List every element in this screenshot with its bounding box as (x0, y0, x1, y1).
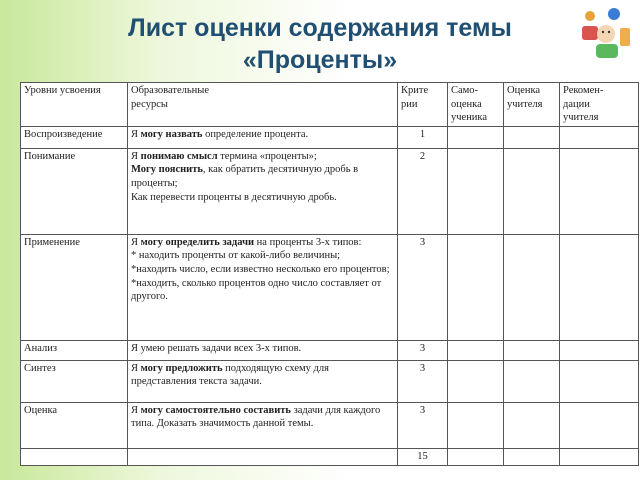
self-assessment-cell[interactable] (448, 234, 504, 340)
self-assessment-cell[interactable] (448, 340, 504, 360)
criteria-cell: 3 (398, 234, 448, 340)
level-cell: Воспроизведение (21, 126, 128, 148)
table-row (21, 234, 639, 340)
header-recommendations: Рекомен- дации учителя (560, 83, 639, 127)
title-line-2: «Проценты» (242, 46, 398, 74)
resource-cell: Я умею решать задачи всех 3-х типов. (128, 340, 398, 360)
level-cell: Анализ (21, 340, 128, 360)
recommendation-cell[interactable] (560, 402, 639, 448)
recommendation-cell[interactable] (560, 126, 639, 148)
total-row-empty-cell (448, 448, 504, 465)
total-row-empty-cell (504, 448, 560, 465)
header-resources: Образовательные ресурсы (128, 83, 398, 127)
recommendation-cell[interactable] (560, 234, 639, 340)
criteria-cell: 2 (398, 148, 448, 234)
level-cell: Оценка (21, 402, 128, 448)
table-row (21, 126, 639, 148)
children-clipart-icon (574, 4, 634, 62)
header-criteria: Крите рии (398, 83, 448, 127)
total-row-empty-cell (128, 448, 398, 465)
teacher-grade-cell[interactable] (504, 360, 560, 402)
criteria-cell: 1 (398, 126, 448, 148)
teacher-grade-cell[interactable] (504, 340, 560, 360)
self-assessment-cell[interactable] (448, 402, 504, 448)
teacher-grade-cell[interactable] (504, 402, 560, 448)
total-row-empty-cell (21, 448, 128, 465)
resource-cell: Я могу определить задачи на проценты 3-х типов: * находить проценты от какой-либо величины; *находить число, если известно несколько его процентов; *находить, сколько процентов одно число составляет от другого. (128, 234, 398, 340)
level-cell: Понимание (21, 148, 128, 234)
self-assessment-cell[interactable] (448, 148, 504, 234)
header-self-assessment: Само- оценка ученика (448, 83, 504, 127)
title-line-1: Лист оценки содержания темы (128, 14, 512, 42)
criteria-cell: 3 (398, 340, 448, 360)
resource-cell: Я могу предложить подходящую схему для представления текста задачи. (128, 360, 398, 402)
resource-cell: Я могу назвать определение процента. (128, 126, 398, 148)
total-value: 15 (398, 448, 448, 465)
resource-cell: Я могу самостоятельно составить задачи для каждого типа. Доказать значимость данной темы. (128, 402, 398, 448)
total-row-empty-cell (560, 448, 639, 465)
criteria-cell: 3 (398, 360, 448, 402)
table-row (21, 360, 639, 402)
self-assessment-cell[interactable] (448, 126, 504, 148)
header-level: Уровни усвоения (21, 83, 128, 127)
header-row (21, 83, 639, 127)
table-row (21, 402, 639, 448)
slide-title (60, 12, 580, 76)
total-row (21, 448, 639, 465)
assessment-table (20, 82, 639, 466)
table-row (21, 148, 639, 234)
header-teacher-grade: Оценка учителя (504, 83, 560, 127)
teacher-grade-cell[interactable] (504, 148, 560, 234)
recommendation-cell[interactable] (560, 360, 639, 402)
table-row (21, 340, 639, 360)
criteria-cell: 3 (398, 402, 448, 448)
teacher-grade-cell[interactable] (504, 234, 560, 340)
resource-cell: Я понимаю смысл термина «проценты»; Могу пояснить, как обратить десятичную дробь в проценты; Как перевести проценты в десятичную дробь. (128, 148, 398, 234)
level-cell: Синтез (21, 360, 128, 402)
recommendation-cell[interactable] (560, 340, 639, 360)
recommendation-cell[interactable] (560, 148, 639, 234)
level-cell: Применение (21, 234, 128, 340)
teacher-grade-cell[interactable] (504, 126, 560, 148)
self-assessment-cell[interactable] (448, 360, 504, 402)
